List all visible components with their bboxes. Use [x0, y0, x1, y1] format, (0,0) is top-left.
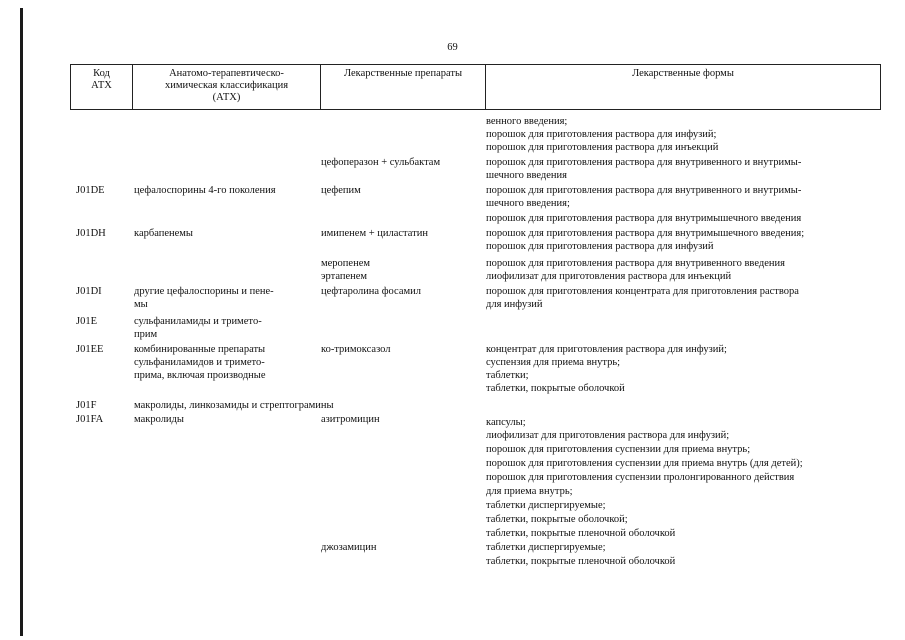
- atc-classification: мы: [134, 299, 148, 310]
- dosage-form: шечного введения;: [486, 198, 570, 209]
- page-number: 69: [447, 42, 458, 53]
- atc-classification: прим: [134, 329, 158, 340]
- atc-classification: прима, включая производные: [134, 370, 266, 381]
- atc-classification: сульфаниламиды и триметo-: [134, 316, 262, 327]
- dosage-form: таблетки;: [486, 370, 529, 381]
- dosage-form: порошок для приготовления раствора для внутривенного и внутримы-: [486, 157, 802, 168]
- dosage-form: капсулы;: [486, 417, 526, 428]
- atc-code: J01E: [76, 316, 97, 327]
- atc-code: J01EE: [76, 344, 104, 355]
- header-drugs: Лекарственные препараты: [343, 68, 463, 79]
- drug-name: имипенем + циластатин: [321, 228, 428, 239]
- atc-code: J01DE: [76, 185, 105, 196]
- atc-code: J01FA: [76, 414, 104, 425]
- dosage-form: порошок для приготовления суспензии для приема внутрь;: [486, 444, 751, 455]
- dosage-form: порошок для приготовления раствора для инфузий: [486, 241, 714, 252]
- dosage-form: порошок для приготовления суспензии для приема внутрь (для детей);: [486, 458, 803, 469]
- atc-classification: цефалоспорины 4-го поколения: [134, 185, 276, 196]
- dosage-form: для приема внутрь;: [486, 486, 573, 497]
- dosage-form: концентрат для приготовления раствора для инфузий;: [486, 344, 727, 355]
- dosage-form: таблетки, покрытые оболочкой: [486, 383, 625, 394]
- dosage-form: порошок для приготовления раствора для инъекций: [486, 142, 719, 153]
- drug-name: джозамицин: [321, 542, 377, 553]
- header-code: Код АТХ: [91, 68, 112, 91]
- dosage-form: порошок для приготовления раствора для внутривенного введения: [486, 258, 785, 269]
- drug-name: эртапенем: [321, 271, 368, 282]
- drug-name: цефтаролина фосамил: [321, 286, 421, 297]
- dosage-form: таблетки диспергируемые;: [486, 542, 606, 553]
- dosage-form: порошок для приготовления суспензии пролонгированного действия: [486, 472, 795, 483]
- dosage-form: венного введения;: [486, 116, 568, 127]
- dosage-form: порошок для приготовления раствора для внутривенного и внутримы-: [486, 185, 802, 196]
- dosage-form: таблетки, покрытые оболочкой;: [486, 514, 628, 525]
- drug-name: цефоперазон + сульбактам: [321, 157, 441, 168]
- dosage-form: таблетки диспергируемые;: [486, 500, 606, 511]
- dosage-form: порошок для приготовления концентрата для приготовления раствора: [486, 286, 799, 297]
- header-forms: Лекарственные формы: [632, 68, 734, 79]
- atc-classification: макролиды, линкозамиды и стрептограмины: [134, 400, 334, 411]
- atc-classification: другие цефалоспорины и пене-: [134, 286, 274, 297]
- drug-name: азитромицин: [321, 414, 380, 425]
- dosage-form: лиофилизат для приготовления раствора для инъекций: [486, 271, 732, 282]
- dosage-form: суспензия для приема внутрь;: [486, 357, 621, 368]
- dosage-form: шечного введения: [486, 170, 568, 181]
- header-classification: Анатомо-терапевтическо- химическая классификация (АТХ): [164, 68, 289, 103]
- dosage-form: порошок для приготовления раствора для инфузий;: [486, 129, 717, 140]
- dosage-form: для инфузий: [486, 299, 543, 310]
- drug-name: ко-тримоксазол: [321, 344, 391, 355]
- atc-classification: макролиды: [134, 414, 184, 425]
- atc-code: J01DI: [76, 286, 102, 297]
- dosage-form: лиофилизат для приготовления раствора для инфузий;: [486, 430, 730, 441]
- table-header: [70, 64, 881, 110]
- atc-code: J01DH: [76, 228, 106, 239]
- drug-name: меропенем: [321, 258, 371, 269]
- atc-classification: карбапенемы: [134, 228, 193, 239]
- dosage-form: таблетки, покрытые пленочной оболочкой: [486, 556, 676, 567]
- dosage-form: порошок для приготовления раствора для внутримышечного введения: [486, 213, 802, 224]
- atc-classification: комбинированные препараты: [134, 344, 266, 355]
- dosage-form: порошок для приготовления раствора для внутримышечного введения;: [486, 228, 805, 239]
- atc-classification: сульфаниламидов и тримето-: [134, 357, 265, 368]
- atc-code: J01F: [76, 400, 97, 411]
- scan-edge: [20, 8, 23, 636]
- drug-name: цефепим: [321, 185, 361, 196]
- dosage-form: таблетки, покрытые пленочной оболочкой: [486, 528, 676, 539]
